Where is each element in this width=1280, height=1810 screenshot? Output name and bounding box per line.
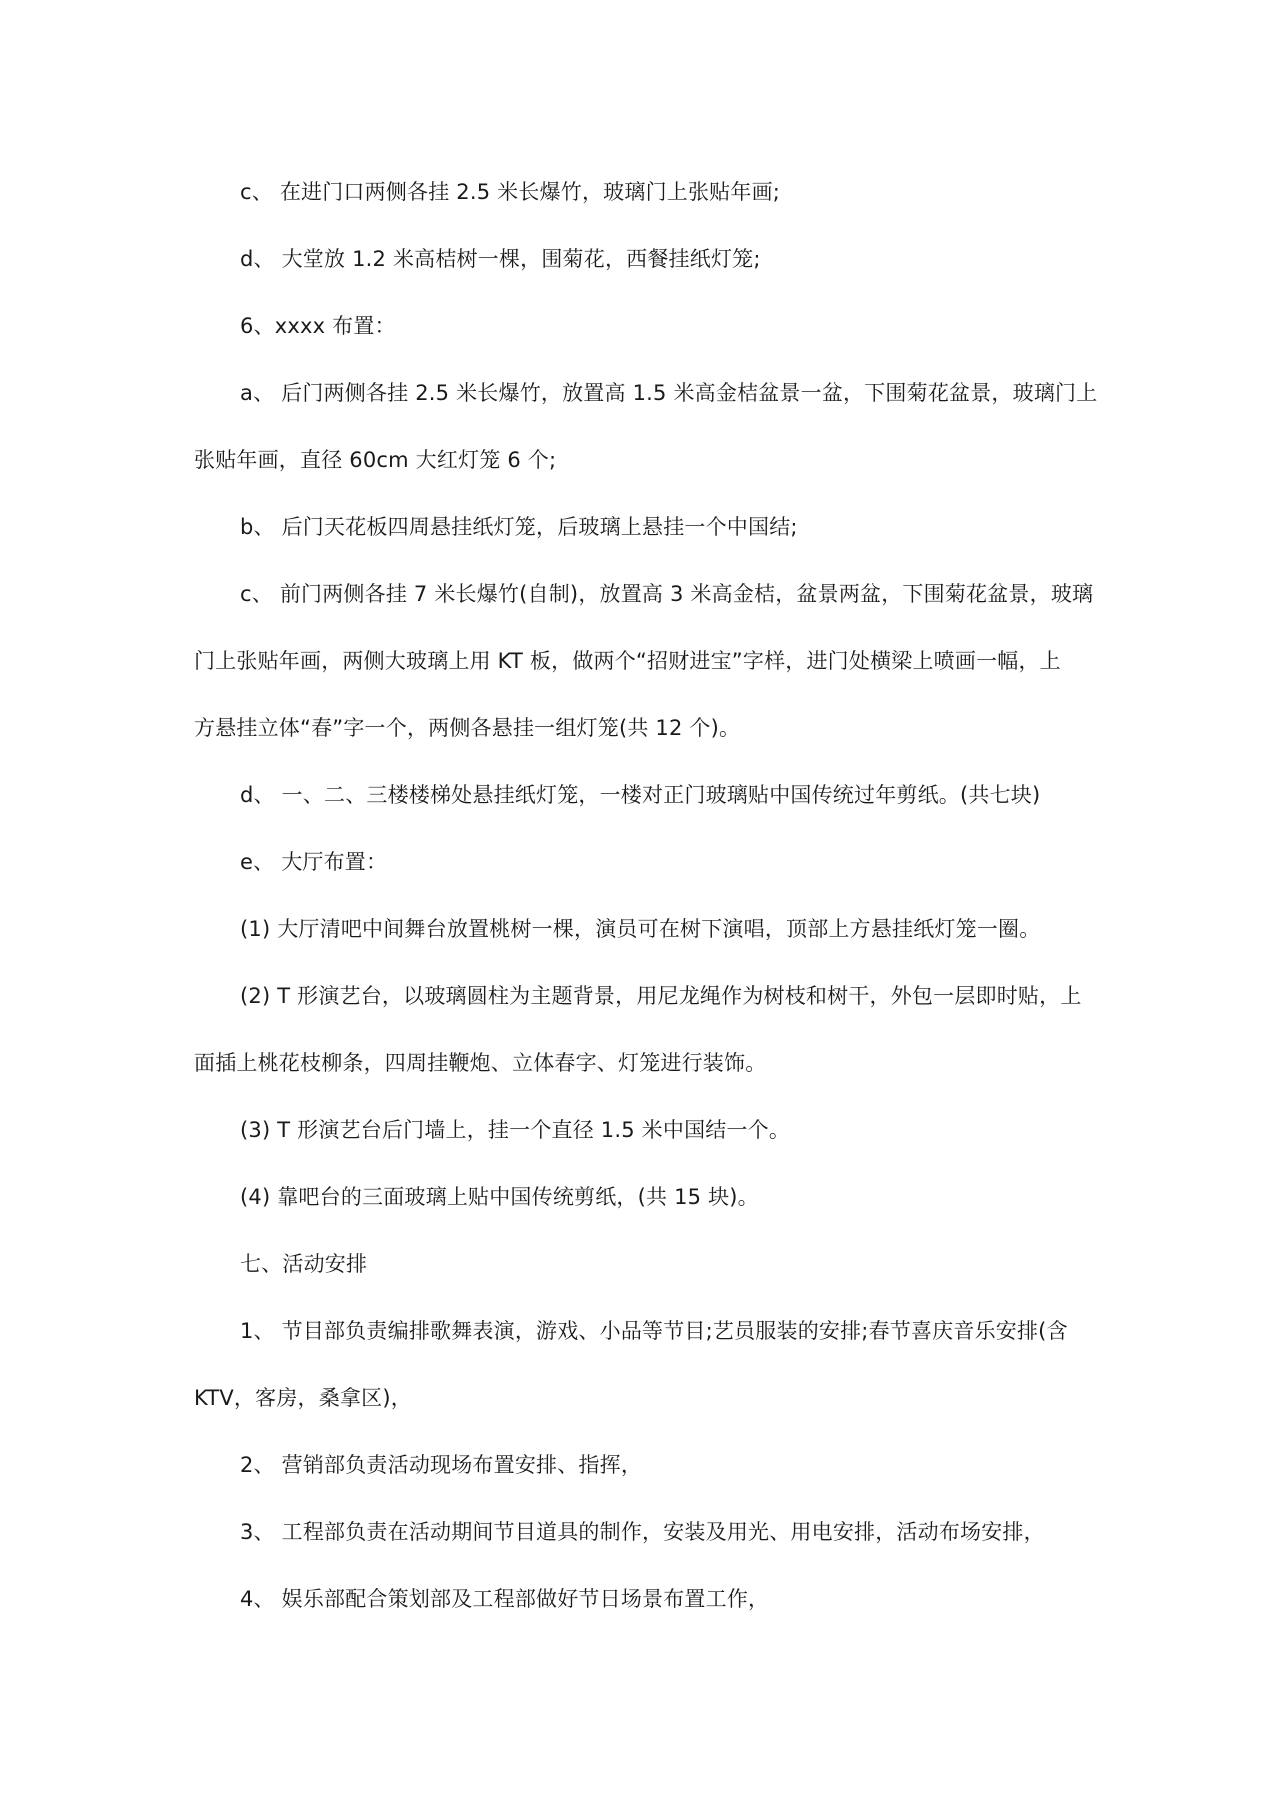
- text-line: 方悬挂立体“春”字一个，两侧各悬挂一组灯笼(共 12 个)。: [194, 716, 741, 740]
- text-line: 张贴年画，直径 60cm 大红灯笼 6 个;: [194, 448, 557, 472]
- text-line: 门上张贴年画，两侧大玻璃上用 KT 板，做两个“招财进宝”字样，进门处横梁上喷画一幅，上: [194, 649, 1061, 673]
- section-heading: 七、活动安排: [240, 1252, 368, 1276]
- text-line: d、 大堂放 1.2 米高桔树一棵，围菊花，西餐挂纸灯笼;: [240, 247, 761, 271]
- text-line: 6、xxxx 布置：: [240, 314, 396, 338]
- text-line: b、 后门天花板四周悬挂纸灯笼，后玻璃上悬挂一个中国结;: [240, 515, 798, 539]
- text-line: 1、 节目部负责编排歌舞表演，游戏、小品等节目;艺员服装的安排;春节喜庆音乐安排(含: [240, 1319, 1068, 1343]
- text-line: a、 后门两侧各挂 2.5 米长爆竹，放置高 1.5 米高金桔盆景一盆，下围菊花盆景，玻璃门上: [240, 381, 1098, 405]
- text-line: 2、 营销部负责活动现场布置安排、指挥，: [240, 1453, 643, 1477]
- text-line: c、 在进门口两侧各挂 2.5 米长爆竹，玻璃门上张贴年画;: [240, 180, 781, 204]
- text-line: (2) T 形演艺台，以玻璃圆柱为主题背景，用尼龙绳作为树枝和树干，外包一层即时贴，上: [240, 984, 1082, 1008]
- text-line: e、 大厅布置：: [240, 850, 388, 874]
- text-line: (3) T 形演艺台后门墙上，挂一个直径 1.5 米中国结一个。: [240, 1118, 791, 1142]
- text-line: d、 一、二、三楼楼梯处悬挂纸灯笼，一楼对正门玻璃贴中国传统过年剪纸。(共七块): [240, 783, 1041, 807]
- text-line: KTV，客房，桑拿区)，: [194, 1386, 412, 1410]
- text-line: 4、 娱乐部配合策划部及工程部做好节日场景布置工作，: [240, 1587, 770, 1611]
- text-line: (4) 靠吧台的三面玻璃上贴中国传统剪纸，(共 15 块)。: [240, 1185, 759, 1209]
- text-line: c、 前门两侧各挂 7 米长爆竹(自制)，放置高 3 米高金桔，盆景两盆，下围菊花盆景，玻璃: [240, 582, 1094, 606]
- text-line: 面插上桃花枝柳条，四周挂鞭炮、立体春字、灯笼进行装饰。: [194, 1051, 767, 1075]
- text-line: 3、 工程部负责在活动期间节目道具的制作，安装及用光、用电安排，活动布场安排，: [240, 1520, 1045, 1544]
- text-line: (1) 大厅清吧中间舞台放置桃树一棵，演员可在树下演唱，顶部上方悬挂纸灯笼一圈。: [240, 917, 1041, 941]
